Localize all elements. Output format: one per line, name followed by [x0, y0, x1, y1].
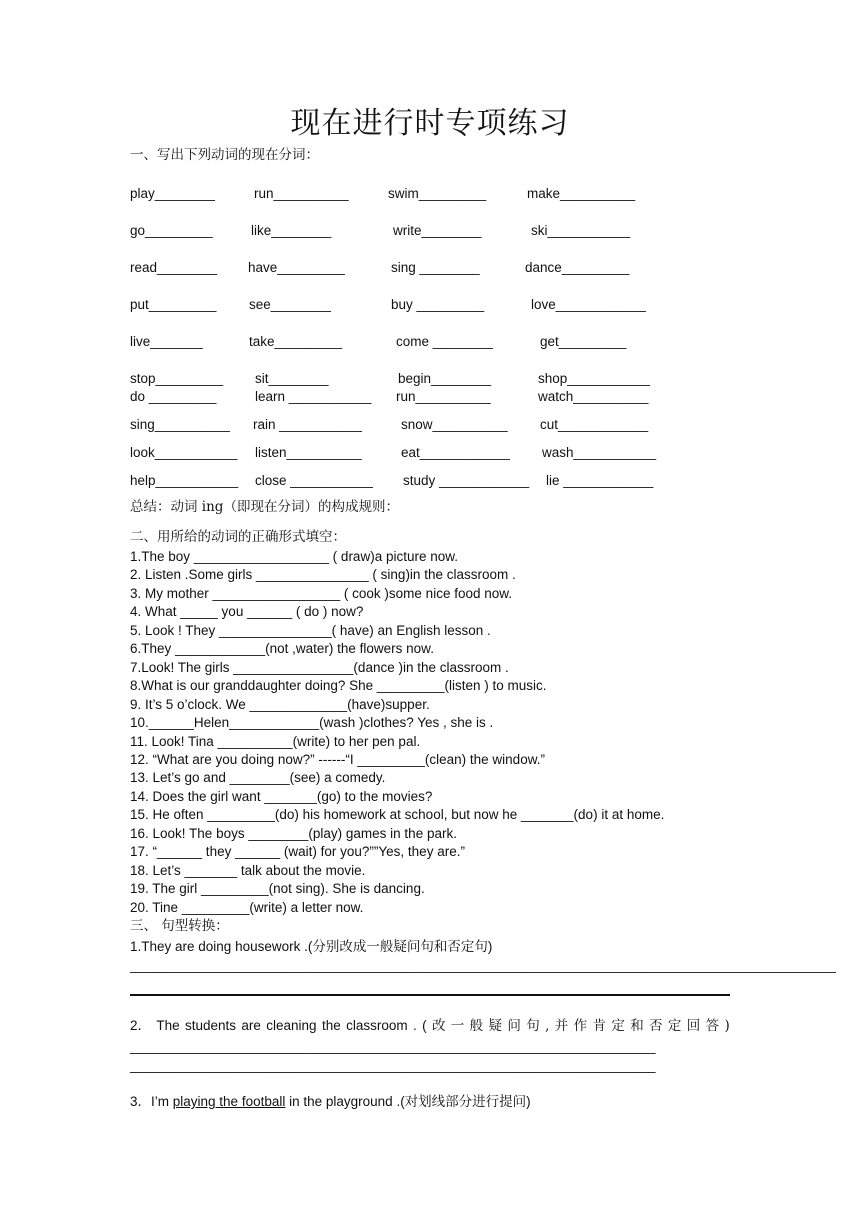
answer-line: ______________________________________________________________________________________________ [130, 958, 836, 973]
verb-blank: sit________ [255, 371, 329, 386]
page-title: 现在进行时专项练习 [290, 106, 570, 141]
verb-blank: play________ [130, 186, 215, 201]
verb-blank: learn ___________ [255, 389, 372, 404]
verb-blank: go_________ [130, 223, 213, 238]
fill-in-item: 17. “______ they ______ (wait) for you?””Yes, they are.” [130, 844, 465, 860]
q2-word: 肯 [592, 1018, 606, 1034]
summary-line: 总结：动词 ing（即现在分词）的构成规则： [130, 499, 399, 515]
verb-blank: cut____________ [540, 417, 649, 432]
transform-question-2 [130, 1017, 730, 1035]
q3-underlined-phrase: playing the football [172, 1094, 286, 1109]
fill-in-item: 11. Look! Tina __________(write) to her pen pal. [130, 733, 421, 749]
verb-blank: come ________ [396, 334, 493, 349]
fill-in-item: 2. Listen .Some girls _______________ ( sing)in the classroom . [130, 567, 516, 583]
q2-word: the [321, 1018, 341, 1033]
q2-word: , [545, 1018, 550, 1034]
verb-blank: listen__________ [255, 445, 362, 460]
q2-word: 并 [554, 1018, 569, 1034]
verb-blank: shop___________ [538, 371, 650, 386]
verb-blank: wash___________ [542, 445, 657, 460]
verb-blank: look___________ [130, 445, 238, 460]
verb-blank: run__________ [254, 186, 349, 201]
fill-in-item: 6.They ____________(not ,water) the flowers now. [130, 641, 434, 657]
verb-blank: begin________ [398, 371, 492, 386]
q2-word: ) [724, 1018, 730, 1034]
verb-blank: ski___________ [531, 223, 631, 238]
verb-blank: have_________ [248, 260, 345, 275]
q2-word: cleaning [266, 1018, 317, 1033]
verb-blank: sing ________ [391, 260, 480, 275]
fill-in-item: 4. What _____ you ______ ( do ) now? [130, 604, 364, 620]
q2-word: 定 [667, 1018, 682, 1034]
verb-blank: snow__________ [401, 417, 508, 432]
q2-word: 回 [686, 1018, 701, 1034]
q2-word: are [241, 1018, 261, 1033]
verb-blank: run__________ [396, 389, 491, 404]
q2-word: 般 [469, 1018, 484, 1034]
fill-in-item: 19. The girl _________(not sing). She is dancing. [130, 881, 425, 897]
verb-blank: study ____________ [403, 473, 530, 488]
q2-word: students [185, 1018, 237, 1033]
q2-word: classroom [346, 1018, 408, 1033]
verb-blank: rain ___________ [253, 417, 362, 432]
q2-word: 一 [450, 1018, 465, 1034]
fill-in-item: 20. Tine _________(write) a letter now. [130, 899, 364, 915]
q2-word: 答 [705, 1018, 720, 1034]
fill-in-item: 9. It’s 5 o’clock. We _____________(have)supper. [130, 696, 430, 712]
section-2-heading: 二、用所给的动词的正确形式填空： [130, 529, 346, 545]
fill-in-item: 14. Does the girl want _______(go) to the movies? [130, 788, 433, 804]
fill-in-item: 18. Let’s _______ talk about the movie. [130, 862, 366, 878]
verb-blank: swim_________ [388, 186, 487, 201]
q2-word: 问 [507, 1018, 521, 1034]
q2-word: The [156, 1018, 180, 1033]
verb-blank: live_______ [130, 334, 203, 349]
verb-blank: read________ [130, 260, 218, 275]
section-1-heading: 一、写出下列动词的现在分词： [130, 147, 319, 163]
verb-blank: dance_________ [525, 260, 630, 275]
fill-in-item: 3. My mother _________________ ( cook )some nice food now. [130, 585, 512, 601]
verb-blank: sing__________ [130, 417, 230, 432]
transform-question-3 [130, 1093, 531, 1111]
q3-suffix: in the playground .(对划线部分进行提问) [285, 1094, 531, 1109]
fill-in-item: 8.What is our granddaughter doing? She _________(listen ) to music. [130, 678, 547, 694]
q2-word: 句 [526, 1018, 540, 1034]
q2-word: 否 [649, 1018, 663, 1034]
verb-blank: get_________ [540, 334, 627, 349]
fill-in-item: 15. He often _________(do) his homework at school, but now he _______(do) it at home. [130, 807, 665, 823]
fill-in-item: 16. Look! The boys ________(play) games in the park. [130, 825, 457, 841]
answer-line-bold [130, 994, 730, 996]
verb-blank: like________ [251, 223, 332, 238]
q2-word: . [412, 1018, 417, 1033]
fill-in-item: 10.______Helen____________(wash )clothes? Yes , she is . [130, 715, 494, 731]
fill-in-item: 13. Let’s go and ________(see) a comedy. [130, 770, 386, 786]
verb-blank: see________ [249, 297, 331, 312]
fill-in-item: 12. “What are you doing now?” ------“I _________(clean) the window.” [130, 751, 545, 767]
q2-word: 疑 [488, 1018, 503, 1034]
section-3-heading: 三、 句型转换： [130, 918, 229, 934]
q2-word: 作 [573, 1018, 588, 1034]
q2-word: 改 [431, 1018, 446, 1034]
q2-word: 和 [630, 1018, 644, 1034]
verb-blank: put_________ [130, 297, 217, 312]
verb-blank: love____________ [531, 297, 646, 312]
verb-blank: watch__________ [538, 389, 649, 404]
verb-blank: write________ [393, 223, 482, 238]
verb-blank: buy _________ [391, 297, 485, 312]
verb-blank: eat____________ [401, 445, 510, 460]
verb-blank: lie ____________ [546, 473, 654, 488]
q2-word: ( [422, 1018, 427, 1033]
q2-word: 定 [611, 1018, 625, 1034]
verb-blank: take_________ [249, 334, 343, 349]
answer-line: ______________________________________________________________________ [130, 1058, 656, 1073]
verb-blank: close ___________ [255, 473, 373, 488]
fill-in-item: 5. Look ! They _______________( have) an English lesson . [130, 622, 491, 638]
verb-blank: help___________ [130, 473, 239, 488]
q2-word: 2． [130, 1018, 152, 1033]
answer-line: ______________________________________________________________________ [130, 1039, 656, 1054]
verb-blank: do _________ [130, 389, 217, 404]
verb-blank: stop_________ [130, 371, 224, 386]
fill-in-item: 1.The boy __________________ ( draw)a picture now. [130, 549, 458, 564]
verb-blank: make__________ [527, 186, 636, 201]
fill-in-item: 7.Look! The girls ________________(dance )in the classroom . [130, 659, 509, 675]
q3-prefix: 3．I’m [130, 1094, 173, 1109]
transform-question-1: 1.They are doing housework .(分别改成一般疑问句和否定句) [130, 939, 493, 954]
